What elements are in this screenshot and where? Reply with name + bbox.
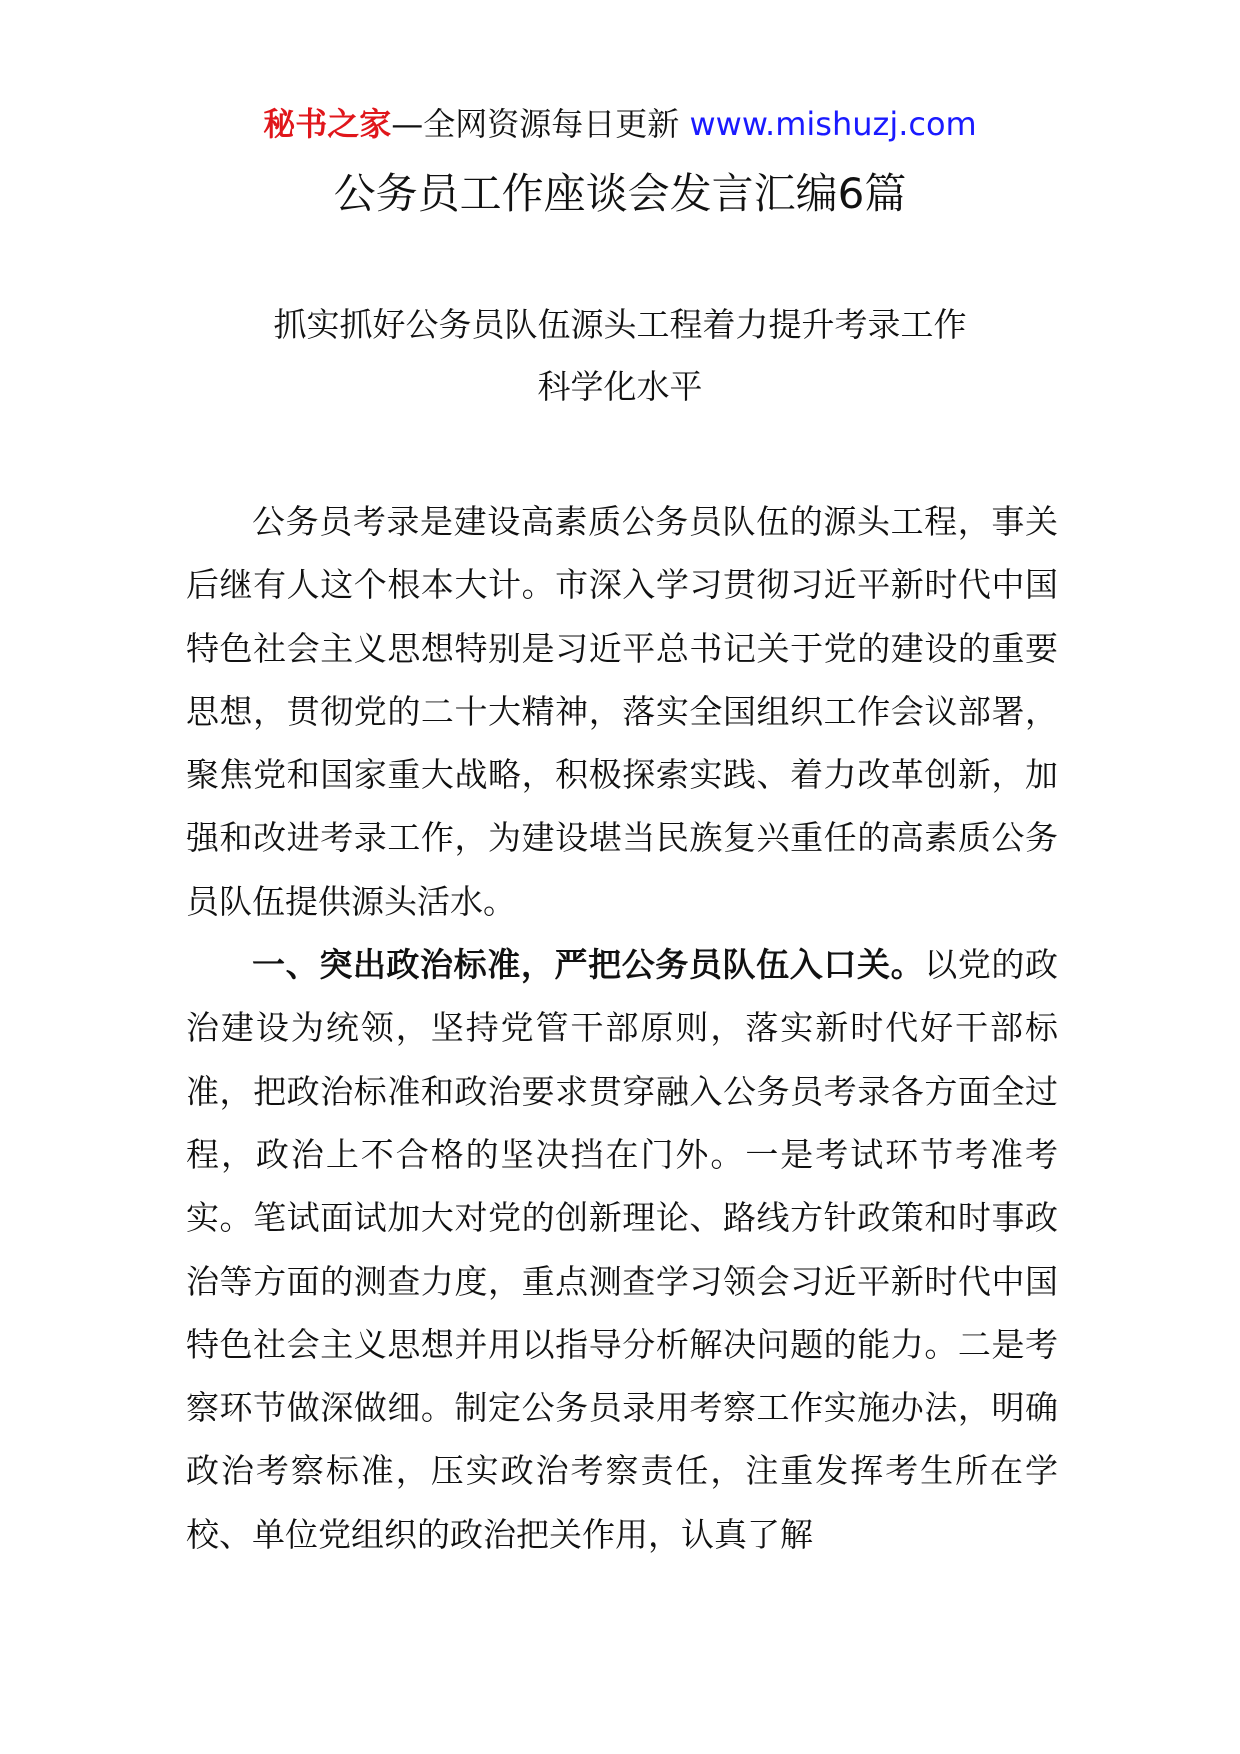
paragraph-lead: 一、突出政治标准，严把公务员队伍入口关。 — [252, 945, 925, 985]
document-title: 公务员工作座谈会发言汇编6篇 — [333, 169, 907, 218]
paragraph-section-one — [186, 933, 1058, 1566]
header-tagline: —全网资源每日更新 — [391, 105, 680, 143]
section-title-line-1: 抓实抓好公务员队伍源头工程着力提升考录工作 — [273, 305, 967, 344]
paragraph-body: 以党的政治建设为统领，坚持党管干部原则，落实新时代好干部标准，把政治标准和政治要求贯穿融入公务员考录各方面全过程，政治上不合格的坚决挡在门外。一是考试环节考准考实。笔试面试加大对党的创新理论、路线方针政策和时事政治等方面的测查力度，重点测查学习领会习近平新时代中国特色社会主义思想并用以指导分析解决问题的能力。二是考察环节做深做细。制定公务员录用考察工作实施办法，明确政治考察标准，压实政治考察责任，注重发挥考生所在学校、单位党组织的政治把关作用，认真了解 — [186, 945, 1059, 1554]
site-header — [0, 100, 1240, 148]
paragraph-intro: 公务员考录是建设高素质公务员队伍的源头工程，事关后继有人这个根本大计。市深入学习贯彻习近平新时代中国特色社会主义思想特别是习近平总书记关于党的建设的重要思想，贯彻党的二十大精神，落实全国组织工作会议部署，聚焦党和国家重大战略，积极探索实践、着力改革创新，加强和改进考录工作，为建设堪当民族复兴重任的高素质公务员队伍提供源头活水。 — [186, 502, 1058, 921]
site-url-link[interactable]: www.mishuzj.com — [689, 105, 977, 143]
document-body — [186, 490, 1058, 1566]
brand-name: 秘书之家 — [263, 105, 392, 143]
section-title-line-2: 科学化水平 — [537, 367, 703, 406]
